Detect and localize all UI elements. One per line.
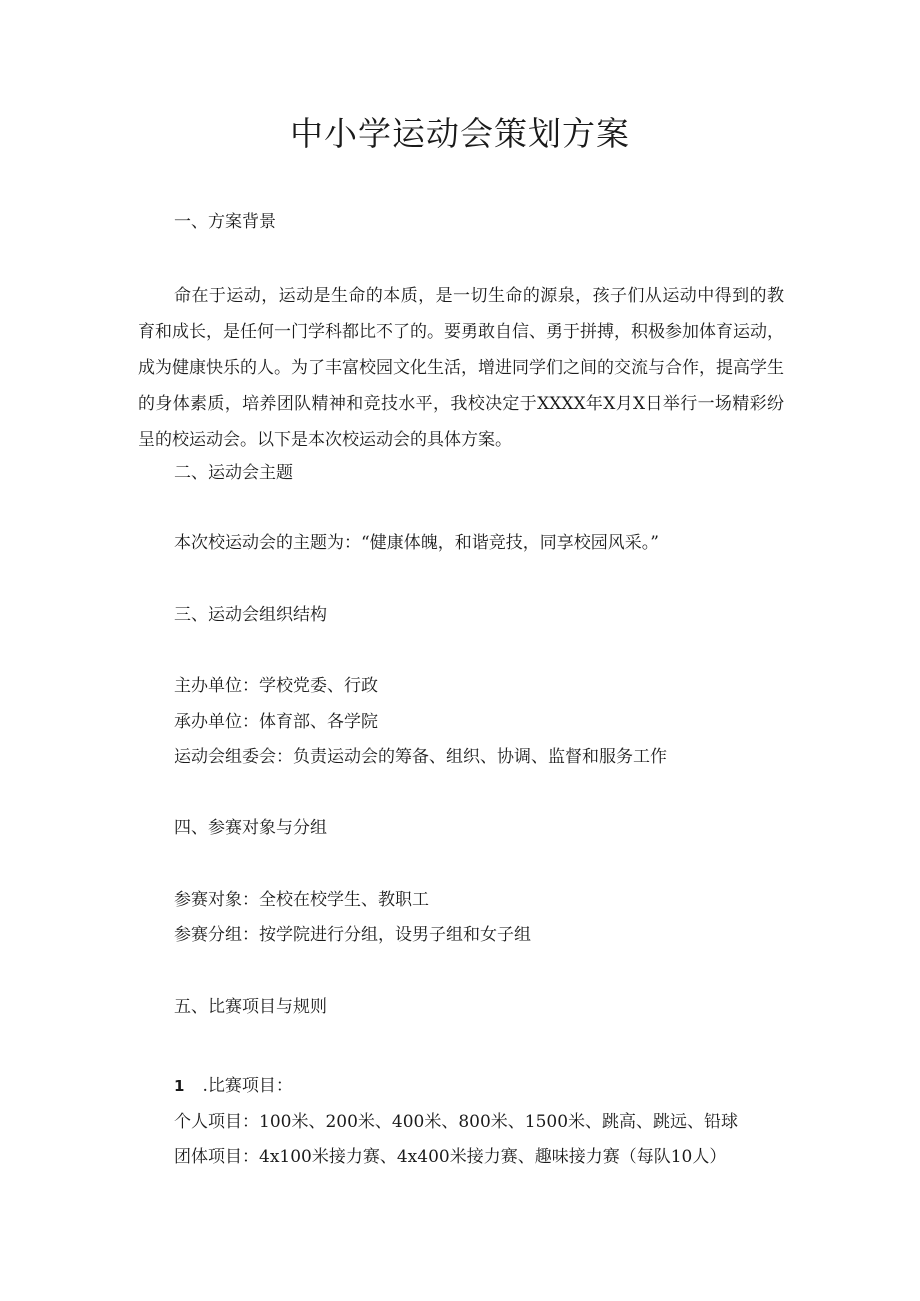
section-5-item-1 — [174, 1074, 293, 1098]
section-3-heading: 三、运动会组织结构 — [174, 605, 327, 625]
section-1-paragraph: 命在于运动，运动是生命的本质，是一切生命的源泉，孩子们从运动中得到的教育和成长，是任何一门学科都比不了的。要勇敢自信、勇于拼搏，积极参加体育运动，成为健康快乐的人。为了丰富校园文化生活，增进同学们之间的交流与合作，提高学生的身体素质，培养团队精神和竞技水平，我校决定于XXXX年X月X日举行一场精彩纷呈的校运动会。以下是本次校运动会的具体方案。 — [138, 286, 784, 450]
section-4-participants: 参赛对象：全校在校学生、教职工 — [174, 890, 429, 910]
section-5-individual-events: 个人项目：100米、200米、400米、800米、1500米、跳高、跳远、铅球 — [174, 1112, 739, 1132]
section-1-heading: 一、方案背景 — [174, 212, 276, 232]
section-2-theme: 本次校运动会的主题为：“健康体魄，和谐竞技，同享校园风采。” — [174, 533, 659, 553]
item-label: .比赛项目： — [202, 1076, 293, 1096]
section-2-heading: 二、运动会主题 — [174, 463, 293, 483]
section-5-team-events: 团体项目：4x100米接力赛、4x400米接力赛、趣味接力赛（每队10人） — [174, 1147, 727, 1167]
document-title: 中小学运动会策划方案 — [290, 114, 630, 153]
section-4-groups: 参赛分组：按学院进行分组，设男子组和女子组 — [174, 925, 531, 945]
section-3-committee: 运动会组委会：负责运动会的筹备、组织、协调、监督和服务工作 — [174, 747, 667, 767]
section-4-heading: 四、参赛对象与分组 — [174, 818, 327, 838]
section-3-host: 主办单位：学校党委、行政 — [174, 676, 378, 696]
item-number: 1 — [174, 1077, 185, 1095]
section-3-organizer: 承办单位：体育部、各学院 — [174, 712, 378, 732]
section-5-heading: 五、比赛项目与规则 — [174, 997, 327, 1017]
